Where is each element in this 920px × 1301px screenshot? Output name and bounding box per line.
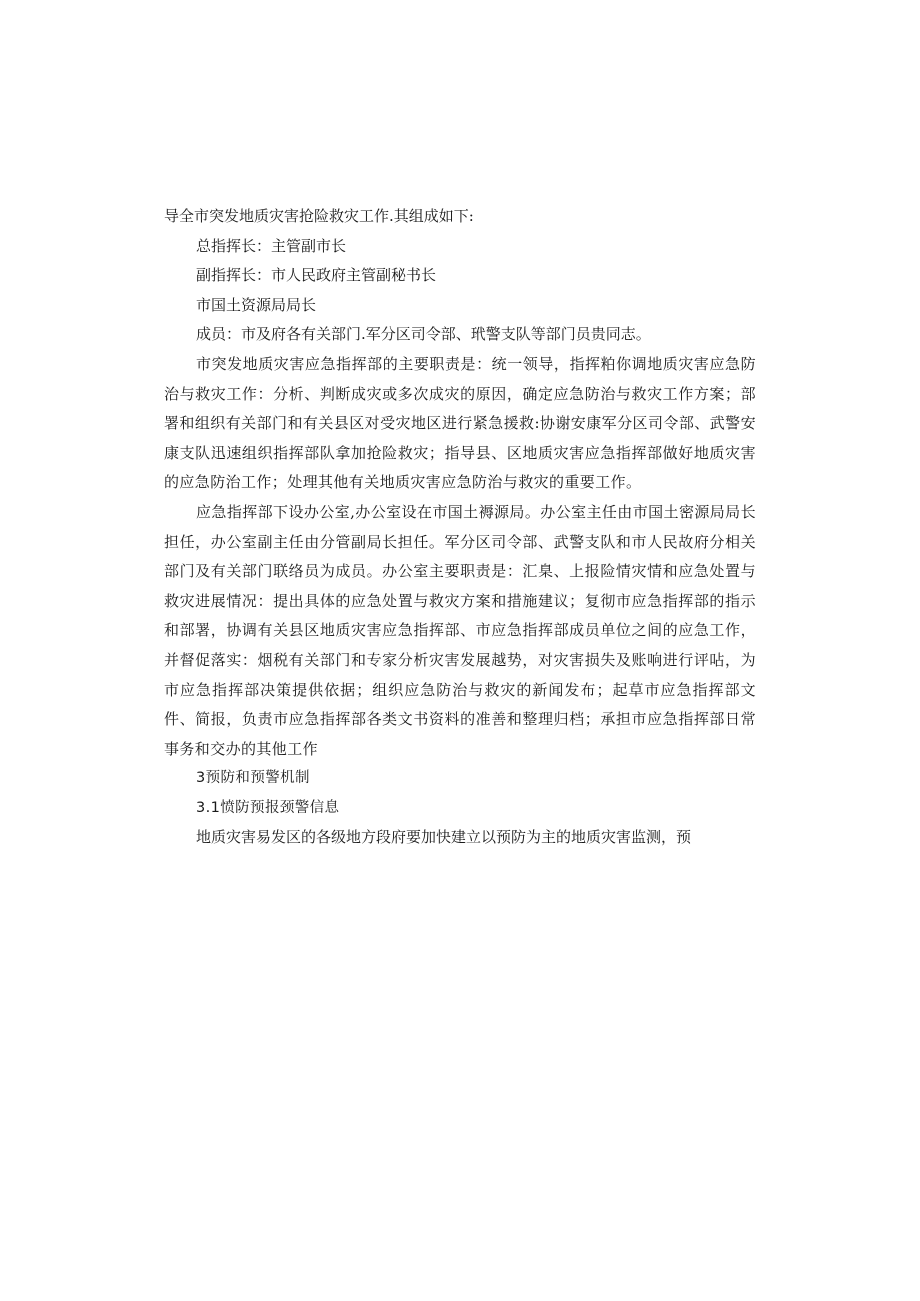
member-list: 成员：市及府各有关部门.军分区司令部、玳警支队等部门员贵同志。: [196, 325, 651, 344]
member-land-resources-director: 市国土资源局局长: [196, 295, 317, 314]
trailing-paragraph: 地质灾害易发区的各级地方段府要加快建立以预防为主的地质灾害监测，预: [196, 828, 692, 847]
paragraph-command-duties: 市突发地质灾害应急指挥部的主要职责是：统一领导，指挥粕你调地质灾害应急防治与救灾工作：分析、判断成灾或多次成灾的原因，确定应急防治与救灾工作方案；部署和组织有关部门和有关县区对受灾地区进行紧急援救:协谢安康军分区司令部、武警安康支队迅速组织指挥部队拿加抢险救灾；指导县、区地质灾害应急指挥部做好地质灾害的应急防治工作；处理其他有关地质灾害应急防治与救灾的重要工作。: [164, 354, 756, 492]
lead-line: 导全市突发地质灾害抢险救灾工作.其组成如下:: [164, 207, 474, 225]
document-body: [164, 202, 756, 853]
member-deputy-commander: 副指挥长：市人民政府主管副秘书长: [196, 266, 437, 285]
paragraph-office-duties: 应急指挥部下设办公室,办公室设在市国土褥源局。办公室主任由市国土密源局局长担任，办公室副主任由分管副局长担任。军分区司令部、武警支队和市人民故府分相关部门及有关部门联络员为成员。办公室主要职责是：汇臬、上报险情灾情和应急处置与救灾进展情况：提出具体的应急处置与救灾方案和措施建议；复彻市应急指挥部的指示和部署，协调有关县区地质灾害应急指挥部、市应急指挥部成员单位之间的应急工作，并督促落实：烟税有关部门和专家分析灾害发展越势，对灾害损失及账响进行评呫，为市应急指挥部决策提供依据；组织应急防治与救灾的新闻发布；起草市应急指挥部文件、简报，负责市应急指挥部各类文书资料的准善和整理归档；承担市应急指挥部日常事务和交办的其他工作: [164, 502, 756, 758]
member-chief-commander: 总指挥长：主管副市长: [196, 236, 347, 255]
subsection-heading: 3.1愤防预报颈警信息: [196, 799, 340, 816]
section-heading: 3预防和预警机制: [196, 770, 310, 787]
